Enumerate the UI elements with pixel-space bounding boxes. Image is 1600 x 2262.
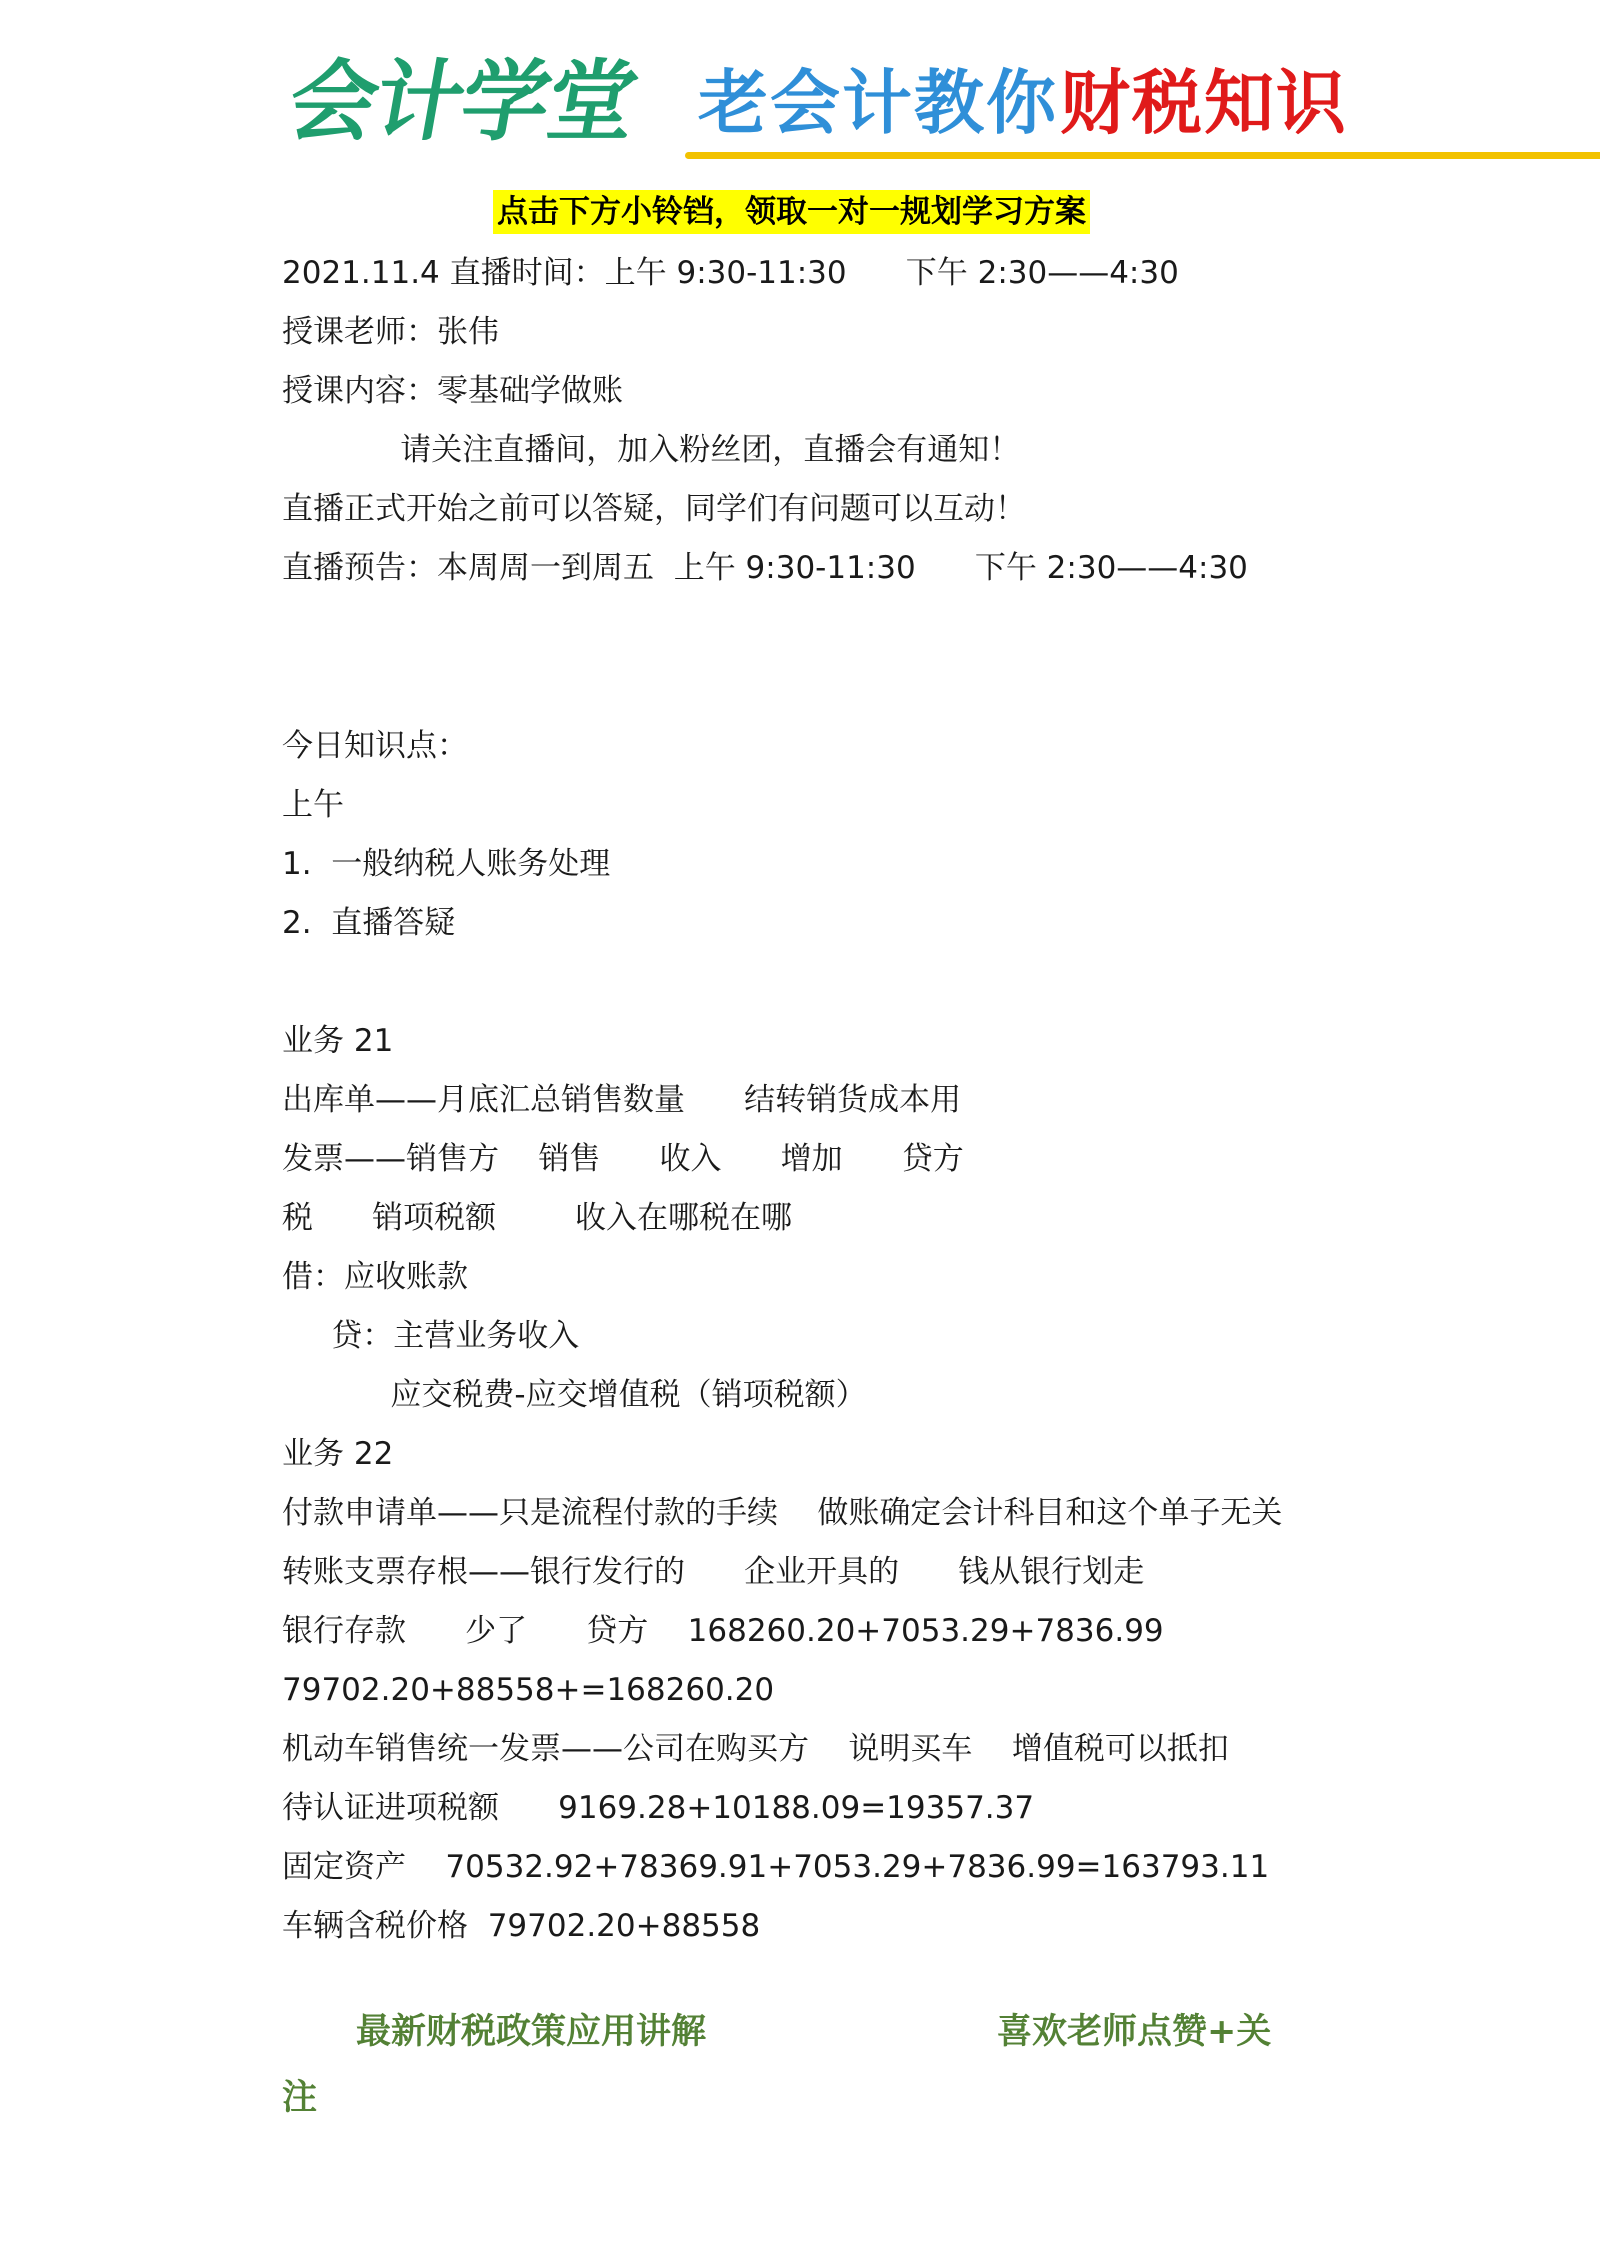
banner-underline xyxy=(685,152,1600,159)
business-21-heading: 业务 21 xyxy=(282,1023,394,1059)
journal-credit: 贷：主营业务收入 xyxy=(282,1318,580,1354)
banner-brand: 会计学堂 xyxy=(281,50,644,153)
business-22-heading: 业务 22 xyxy=(282,1436,394,1472)
journal-credit: 应交税费-应交增值税（销项税额） xyxy=(282,1377,867,1413)
text-line: 出库单——月底汇总销售数量 结转销货成本用 xyxy=(282,1082,962,1118)
morning-label: 上午 xyxy=(282,787,344,823)
text-line: 税 销项税额 收入在哪税在哪 xyxy=(282,1200,792,1236)
banner-slogan-blue: 老会计教你 xyxy=(698,62,1058,144)
text-line: 79702.20+88558+=168260.20 xyxy=(282,1672,775,1708)
broadcast-preview: 直播预告：本周周一到周五 上午 9:30-11:30 下午 2:30——4:30 xyxy=(282,550,1248,586)
footer-policy-link: 最新财税政策应用讲解 xyxy=(356,2012,707,2052)
banner-slogan-red: 财税知识 xyxy=(1060,62,1348,144)
journal-debit: 借：应收账款 xyxy=(282,1259,468,1295)
text-line: 银行存款 少了 贷方 168260.20+7053.29+7836.99 xyxy=(282,1613,1164,1649)
text-line: 付款申请单——只是流程付款的手续 做账确定会计科目和这个单子无关 xyxy=(282,1495,1283,1531)
knowledge-heading: 今日知识点： xyxy=(282,728,468,764)
text-line: 发票——销售方 销售 收入 增加 贷方 xyxy=(282,1141,964,1177)
teacher: 授课老师：张伟 xyxy=(282,314,499,350)
footer-like-follow-wrap: 注 xyxy=(282,2078,318,2118)
qa-notice: 直播正式开始之前可以答疑，同学们有问题可以互动！ xyxy=(282,491,1026,527)
text-line: 待认证进项税额 9169.28+10188.09=19357.37 xyxy=(282,1790,1035,1826)
text-line: 转账支票存根——银行发行的 企业开具的 钱从银行划走 xyxy=(282,1554,1145,1590)
follow-notice: 请关注直播间，加入粉丝团，直播会有通知！ xyxy=(282,432,1021,468)
banner-logo xyxy=(281,50,1370,172)
broadcast-time: 2021.11.4 直播时间：上午 9:30-11:30 下午 2:30——4:30 xyxy=(282,255,1179,291)
text-line: 机动车销售统一发票——公司在购买方 说明买车 增值税可以抵扣 xyxy=(282,1731,1229,1767)
text-line: 固定资产 70532.92+78369.91+7053.29+7836.99=163793.11 xyxy=(282,1849,1270,1885)
text-line: 车辆含税价格 79702.20+88558 xyxy=(282,1908,761,1944)
list-item: 2. 直播答疑 xyxy=(282,905,456,941)
list-item: 1. 一般纳税人账务处理 xyxy=(282,846,611,882)
footer-like-follow: 喜欢老师点赞+关 xyxy=(997,2012,1272,2052)
highlight-notice: 点击下方小铃铛，领取一对一规划学习方案 xyxy=(493,190,1090,234)
course-content: 授课内容：零基础学做账 xyxy=(282,373,623,409)
